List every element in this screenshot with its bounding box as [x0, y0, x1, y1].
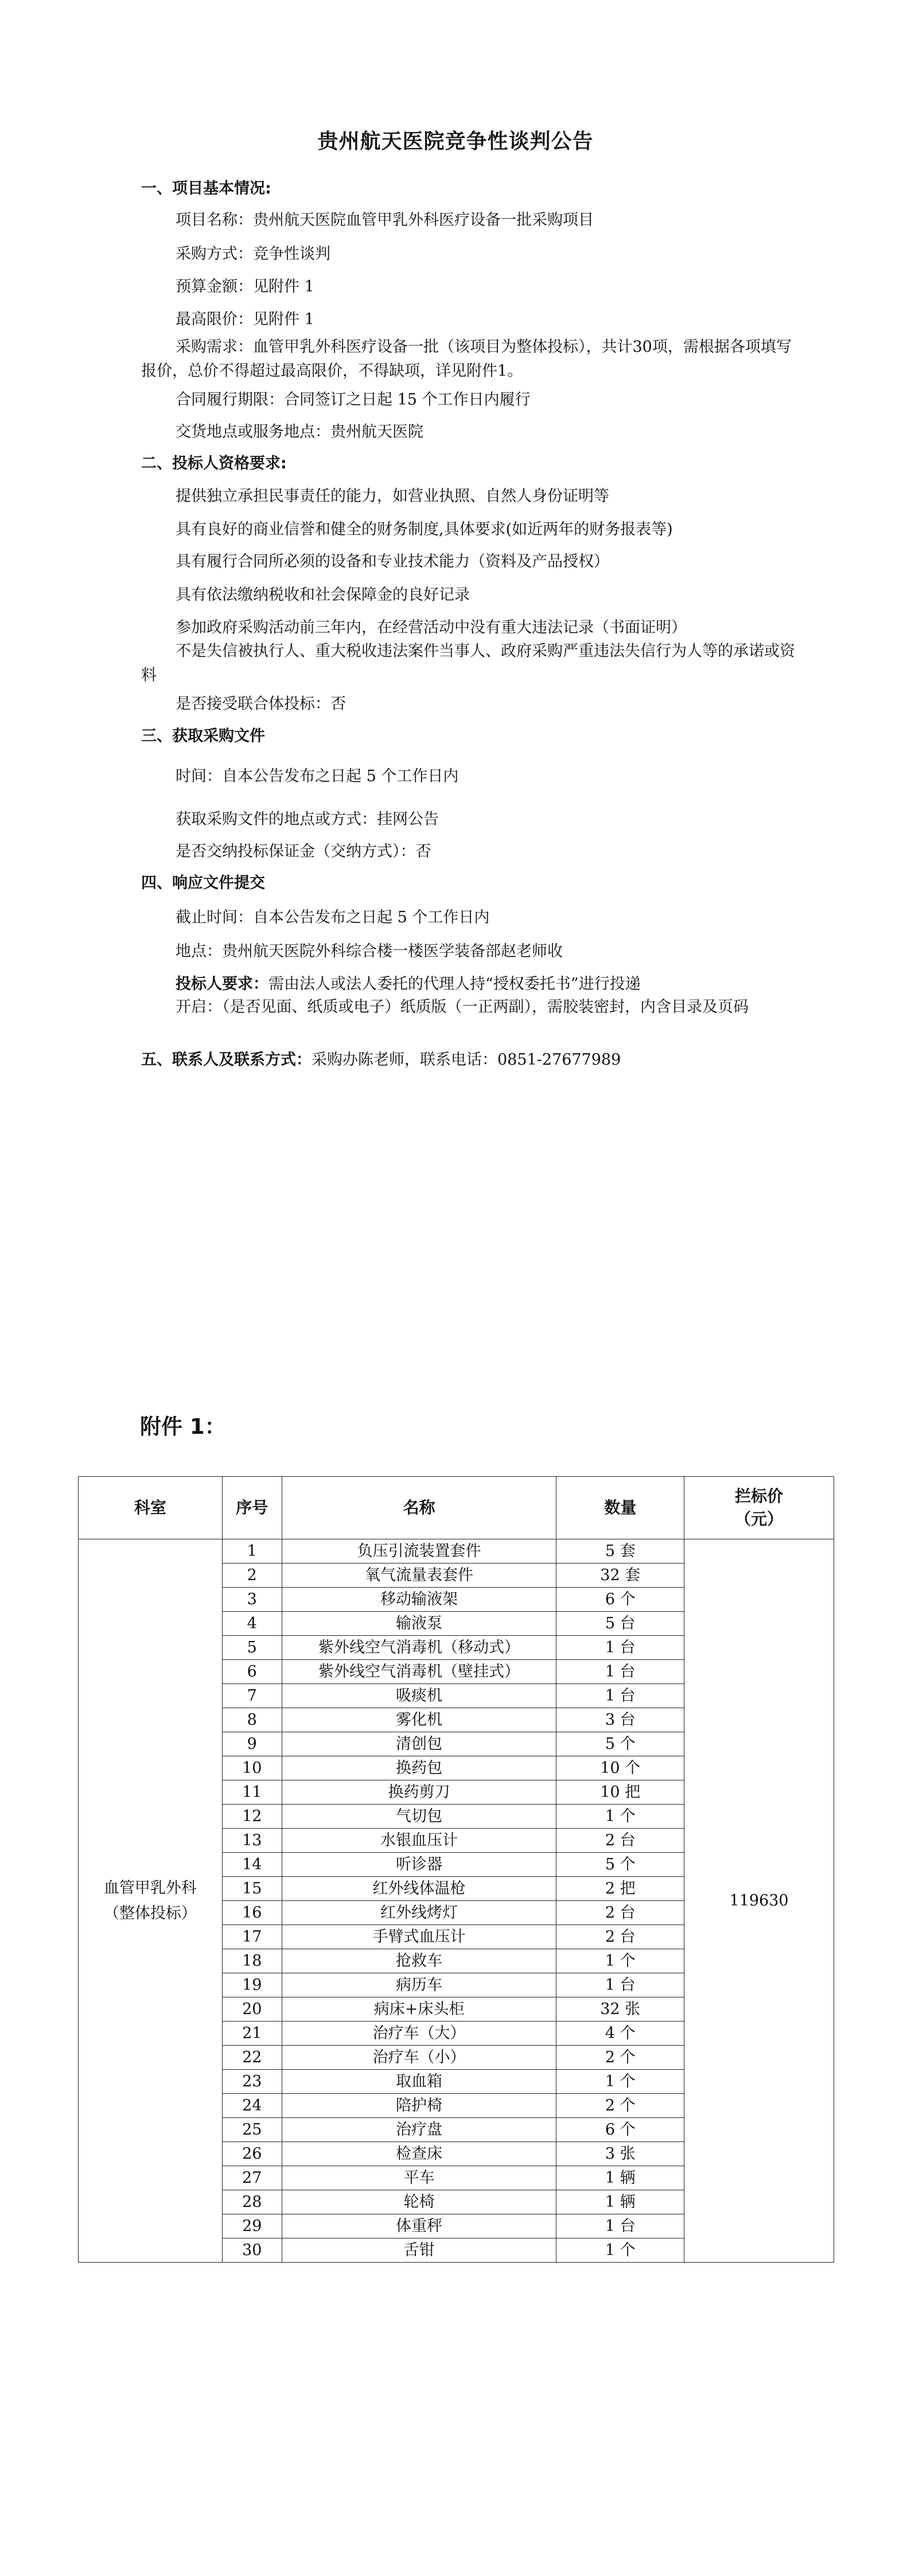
- cell-qty: 3 张: [556, 2142, 684, 2166]
- submit-address: 地点：贵州航天医院外科综合楼一楼医学装备部赵老师收: [176, 942, 563, 960]
- project-name: 项目名称：贵州航天医院血管甲乳外科医疗设备一批采购项目: [176, 211, 594, 229]
- cell-name: 平车: [282, 2166, 556, 2190]
- cell-qty: 32 张: [556, 1997, 684, 2022]
- cell-no: 3: [222, 1588, 282, 1612]
- cell-no: 19: [222, 1973, 282, 1997]
- cell-no: 24: [222, 2094, 282, 2118]
- dept-name: 血管甲乳外科: [103, 1879, 197, 1897]
- header-no: 序号: [222, 1477, 282, 1539]
- contact: [141, 1047, 621, 1069]
- cell-no: 6: [222, 1660, 282, 1684]
- max-price: 最高限价：见附件 1: [176, 311, 314, 328]
- cell-qty: 1 个: [556, 1805, 684, 1829]
- cell-no: 28: [222, 2190, 282, 2214]
- cell-no: 5: [222, 1636, 282, 1660]
- cell-name: 气切包: [282, 1805, 556, 1829]
- cell-name: 病床+床头柜: [282, 1997, 556, 2022]
- cell-name: 换药剪刀: [282, 1780, 556, 1805]
- cell-no: 14: [222, 1853, 282, 1877]
- cell-name: 体重秤: [282, 2214, 556, 2239]
- cell-no: 8: [222, 1708, 282, 1732]
- cell-no: 27: [222, 2166, 282, 2190]
- header-price-line2: （元）: [735, 1510, 784, 1528]
- cell-no: 13: [222, 1829, 282, 1853]
- cell-name: 治疗盘: [282, 2118, 556, 2142]
- cell-qty: 6 个: [556, 2118, 684, 2142]
- header-dept: 科室: [79, 1477, 223, 1539]
- cell-name: 吸痰机: [282, 1684, 556, 1708]
- cell-name: 轮椅: [282, 2190, 556, 2214]
- cell-qty: 2 把: [556, 1877, 684, 1901]
- cell-qty: 5 个: [556, 1853, 684, 1877]
- cell-name: 听诊器: [282, 1853, 556, 1877]
- cell-name: 雾化机: [282, 1708, 556, 1732]
- cell-name: 手臂式血压计: [282, 1925, 556, 1949]
- cell-no: 21: [222, 2022, 282, 2046]
- dept-cell: [79, 1539, 223, 2263]
- cell-qty: 32 套: [556, 1564, 684, 1588]
- contract-period: 合同履行期限：合同签订之日起 15 个工作日内履行: [176, 391, 531, 409]
- cell-name: 陪护椅: [282, 2094, 556, 2118]
- cell-qty: 1 台: [556, 2214, 684, 2239]
- section3-heading: 三、获取采购文件: [141, 727, 265, 745]
- cell-name: 舌钳: [282, 2239, 556, 2263]
- cell-qty: 2 台: [556, 1829, 684, 1853]
- contact-text: 采购办陈老师，联系电话：0851-27677989: [312, 1051, 621, 1069]
- qualification-item: 具有良好的商业信誉和健全的财务制度,具体要求(如近两年的财务报表等): [176, 521, 673, 538]
- joint-bid: 是否接受联合体投标：否: [176, 695, 346, 713]
- cell-no: 25: [222, 2118, 282, 2142]
- cell-qty: 2 台: [556, 1901, 684, 1925]
- cell-no: 26: [222, 2142, 282, 2166]
- opening-method: 开启：（是否见面、纸质或电子）纸质版（一正两副），需胶装密封，内含目录及页码: [176, 998, 749, 1016]
- table-row: [79, 1539, 834, 1564]
- header-price-line1: 拦标价: [735, 1487, 784, 1506]
- cell-name: 红外线烤灯: [282, 1901, 556, 1925]
- header-qty: 数量: [556, 1477, 684, 1539]
- obtain-place: 获取采购文件的地点或方式：挂网公告: [176, 810, 439, 828]
- cell-qty: 1 辆: [556, 2166, 684, 2190]
- cell-no: 20: [222, 1997, 282, 2022]
- bid-deposit: 是否交纳投标保证金（交纳方式）：否: [176, 843, 431, 860]
- cell-qty: 5 个: [556, 1732, 684, 1756]
- cell-name: 抢救车: [282, 1949, 556, 1973]
- annex-title: 附件 1：: [140, 1414, 226, 1439]
- purchase-method: 采购方式：竞争性谈判: [176, 245, 330, 263]
- cell-no: 17: [222, 1925, 282, 1949]
- section1-heading: 一、项目基本情况:: [141, 180, 271, 197]
- cell-no: 4: [222, 1612, 282, 1636]
- cell-qty: 10 把: [556, 1780, 684, 1805]
- cell-qty: 1 台: [556, 1636, 684, 1660]
- delivery-place: 交货地点或服务地点：贵州航天医院: [176, 423, 423, 441]
- cell-no: 29: [222, 2214, 282, 2239]
- purchase-demand: 采购需求：血管甲乳外科医疗设备一批（该项目为整体投标），共计30项，需根据各项填写报价，总价不得超过最高限价，不得缺项，详见附件1。: [141, 338, 792, 380]
- cell-name: 紫外线空气消毒机（移动式）: [282, 1636, 556, 1660]
- qualification-item: 不是失信被执行人、重大税收违法案件当事人、政府采购严重违法失信行为人等的承诺或资料: [141, 642, 795, 684]
- cell-qty: 4 个: [556, 2022, 684, 2046]
- cell-qty: 1 台: [556, 1684, 684, 1708]
- cell-no: 9: [222, 1732, 282, 1756]
- cell-qty: 2 个: [556, 2094, 684, 2118]
- cell-no: 10: [222, 1756, 282, 1780]
- cell-no: 1: [222, 1539, 282, 1564]
- qualification-item: 提供独立承担民事责任的能力，如营业执照、自然人身份证明等: [176, 487, 609, 505]
- cell-no: 11: [222, 1780, 282, 1805]
- cell-no: 22: [222, 2046, 282, 2070]
- cell-no: 16: [222, 1901, 282, 1925]
- cell-no: 2: [222, 1564, 282, 1588]
- cell-qty: 2 台: [556, 1925, 684, 1949]
- cell-no: 30: [222, 2239, 282, 2263]
- table-header-row: [79, 1477, 834, 1539]
- cell-name: 移动输液架: [282, 1588, 556, 1612]
- cell-qty: 1 个: [556, 1949, 684, 1973]
- cell-name: 治疗车（小）: [282, 2046, 556, 2070]
- header-name: 名称: [282, 1477, 556, 1539]
- bidder-requirement-text: 需由法人或法人委托的代理人持“授权委托书”进行投递: [268, 975, 641, 993]
- page-title: 贵州航天医院竞争性谈判公告: [317, 130, 594, 153]
- cell-name: 治疗车（大）: [282, 2022, 556, 2046]
- qualification-item: 参加政府采购活动前三年内，在经营活动中没有重大违法记录（书面证明）: [176, 619, 687, 637]
- cell-qty: 1 台: [556, 1660, 684, 1684]
- price-cell: 119630: [684, 1539, 834, 2263]
- cell-qty: 1 辆: [556, 2190, 684, 2214]
- procurement-table: [78, 1476, 834, 2263]
- cell-qty: 1 个: [556, 2239, 684, 2263]
- cell-name: 清创包: [282, 1732, 556, 1756]
- section2-heading: 二、投标人资格要求:: [141, 455, 287, 472]
- cell-no: 7: [222, 1684, 282, 1708]
- header-price: [684, 1477, 834, 1539]
- cell-qty: 1 个: [556, 2070, 684, 2094]
- cell-name: 检查床: [282, 2142, 556, 2166]
- bidder-requirement-label: 投标人要求：: [176, 975, 268, 993]
- cell-name: 红外线体温枪: [282, 1877, 556, 1901]
- cell-qty: 5 台: [556, 1612, 684, 1636]
- section4-heading: 四、响应文件提交: [141, 874, 265, 892]
- obtain-time: 时间：自本公告发布之日起 5 个工作日内: [176, 767, 459, 785]
- budget-amount: 预算金额：见附件 1: [176, 278, 314, 296]
- cell-qty: 3 台: [556, 1708, 684, 1732]
- cell-name: 病历车: [282, 1973, 556, 1997]
- qualification-item: 具有履行合同所必须的设备和专业技术能力（资料及产品授权）: [176, 553, 609, 571]
- cell-name: 取血箱: [282, 2070, 556, 2094]
- section5-heading: 五、联系人及联系方式：: [141, 1051, 312, 1069]
- cell-name: 紫外线空气消毒机（壁挂式）: [282, 1660, 556, 1684]
- cell-qty: 1 台: [556, 1973, 684, 1997]
- cell-qty: 5 套: [556, 1539, 684, 1564]
- cell-qty: 2 个: [556, 2046, 684, 2070]
- cell-name: 负压引流装置套件: [282, 1539, 556, 1564]
- cell-name: 氧气流量表套件: [282, 1564, 556, 1588]
- cell-qty: 10 个: [556, 1756, 684, 1780]
- cell-no: 15: [222, 1877, 282, 1901]
- cell-no: 18: [222, 1949, 282, 1973]
- cell-name: 换药包: [282, 1756, 556, 1780]
- dept-note: （整体投标）: [103, 1904, 197, 1922]
- cell-name: 水银血压计: [282, 1829, 556, 1853]
- submit-deadline: 截止时间：自本公告发布之日起 5 个工作日内: [176, 909, 490, 926]
- qualification-item: 具有依法缴纳税收和社会保障金的良好记录: [176, 586, 470, 604]
- bidder-requirement: [176, 971, 641, 994]
- cell-name: 输液泵: [282, 1612, 556, 1636]
- cell-no: 23: [222, 2070, 282, 2094]
- cell-no: 12: [222, 1805, 282, 1829]
- cell-qty: 6 个: [556, 1588, 684, 1612]
